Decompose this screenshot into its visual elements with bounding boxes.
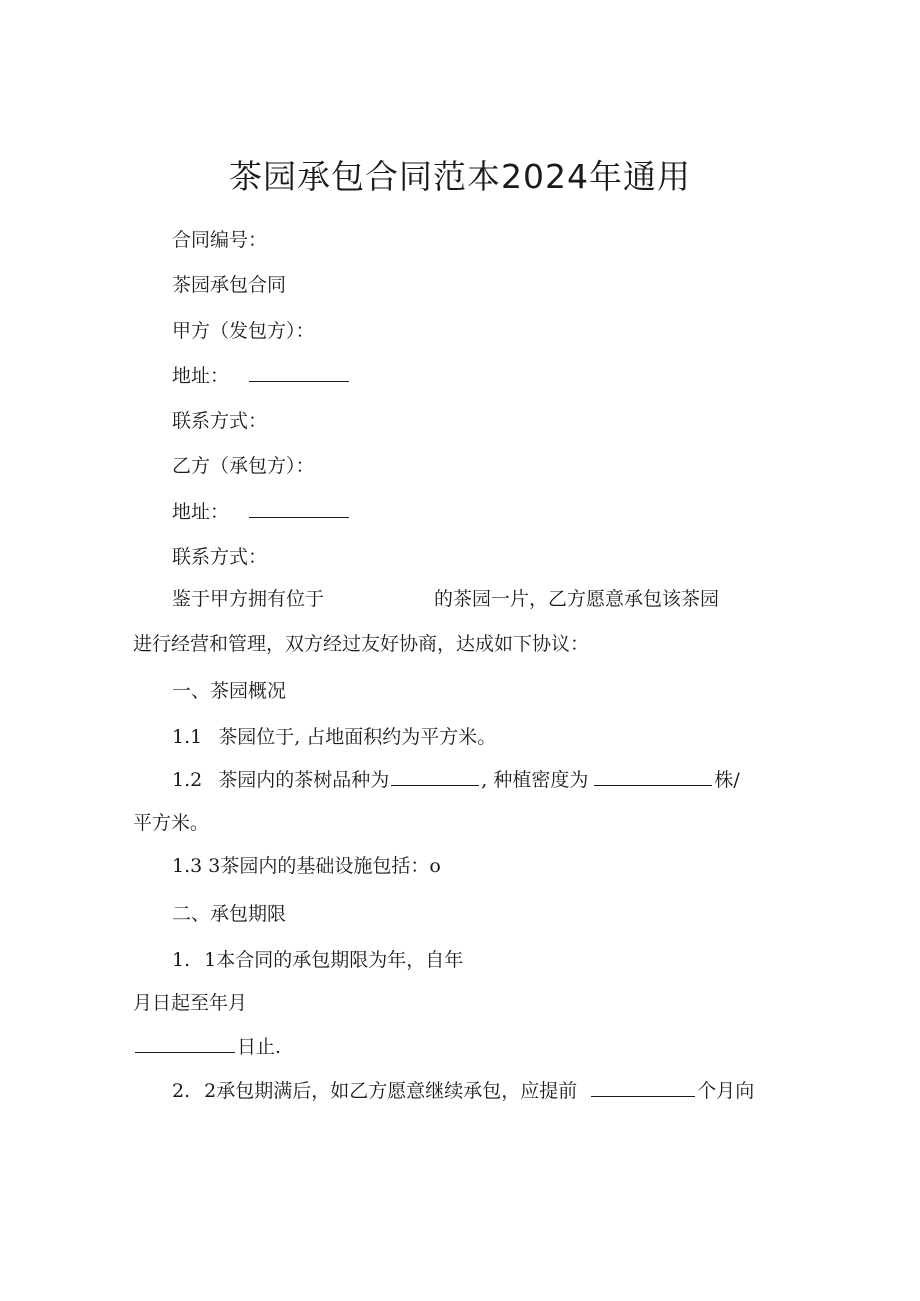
clause-1-2 bbox=[172, 766, 740, 794]
intro-part-1: 鉴于甲方拥有位于 bbox=[172, 588, 325, 610]
clause-1-2-number: 1.2 bbox=[172, 769, 203, 791]
clause-1-2-part-2: , 种植密度为 bbox=[481, 769, 589, 791]
party-b-label: 乙方（承包方）： bbox=[172, 455, 315, 477]
clause-1-1 bbox=[172, 723, 496, 751]
tea-variety-blank bbox=[391, 767, 479, 786]
clause-2-1-number: 1. bbox=[172, 949, 191, 971]
clause-1-3: 1.3 3茶园内的基础设施包括：o bbox=[172, 855, 441, 877]
clause-2-1-text: 1本合同的承包期限为年，自年 bbox=[204, 949, 464, 971]
party-a-address-label: 地址： bbox=[172, 365, 230, 387]
party-a-contact-label: 联系方式： bbox=[172, 410, 268, 432]
clause-1-1-text: 茶园位于, 占地面积约为平方米。 bbox=[218, 726, 497, 748]
clause-2-2-part-1: 2承包期满后，如乙方愿意继续承包，应提前 bbox=[204, 1080, 578, 1102]
end-date-blank bbox=[135, 1034, 235, 1053]
clause-2-1 bbox=[172, 946, 463, 974]
party-a-address-blank bbox=[249, 363, 349, 382]
clause-2-1-line-3 bbox=[133, 1033, 281, 1061]
intro-line-1 bbox=[172, 585, 719, 613]
party-b-contact-label: 联系方式： bbox=[172, 546, 268, 568]
clause-1-2-line-2: 平方米。 bbox=[133, 812, 210, 834]
clause-1-2-part-3: 株/ bbox=[714, 769, 740, 791]
clause-2-1-line-3-text: 日止. bbox=[237, 1036, 282, 1058]
renewal-notice-blank bbox=[591, 1078, 695, 1097]
contract-name: 茶园承包合同 bbox=[172, 274, 287, 296]
clause-1-1-number: 1.1 bbox=[172, 726, 203, 748]
clause-2-2-number: 2. bbox=[172, 1080, 191, 1102]
clause-2-2 bbox=[172, 1077, 754, 1105]
contract-number-label: 合同编号： bbox=[172, 229, 268, 251]
planting-density-blank bbox=[594, 767, 712, 786]
clause-1-2-part-1: 茶园内的茶树品种为 bbox=[218, 769, 390, 791]
section-1-heading: 一、茶园概况 bbox=[172, 680, 287, 702]
intro-line-2: 进行经营和管理，双方经过友好协商，达成如下协议： bbox=[133, 633, 590, 655]
party-b-address-label: 地址： bbox=[172, 501, 230, 523]
party-a-label: 甲方（发包方）： bbox=[172, 320, 315, 342]
clause-2-2-part-2: 个月向 bbox=[697, 1080, 755, 1102]
party-b-address-blank bbox=[249, 499, 349, 518]
intro-part-2: 的茶园一片，乙方愿意承包该茶园 bbox=[434, 588, 720, 610]
document-title: 茶园承包合同范本2024年通用 bbox=[229, 157, 691, 196]
section-2-heading: 二、承包期限 bbox=[172, 903, 287, 925]
party-b-address-line bbox=[172, 498, 351, 526]
party-a-address-line bbox=[172, 362, 351, 390]
clause-2-1-line-2: 月日起至年月 bbox=[133, 992, 248, 1014]
